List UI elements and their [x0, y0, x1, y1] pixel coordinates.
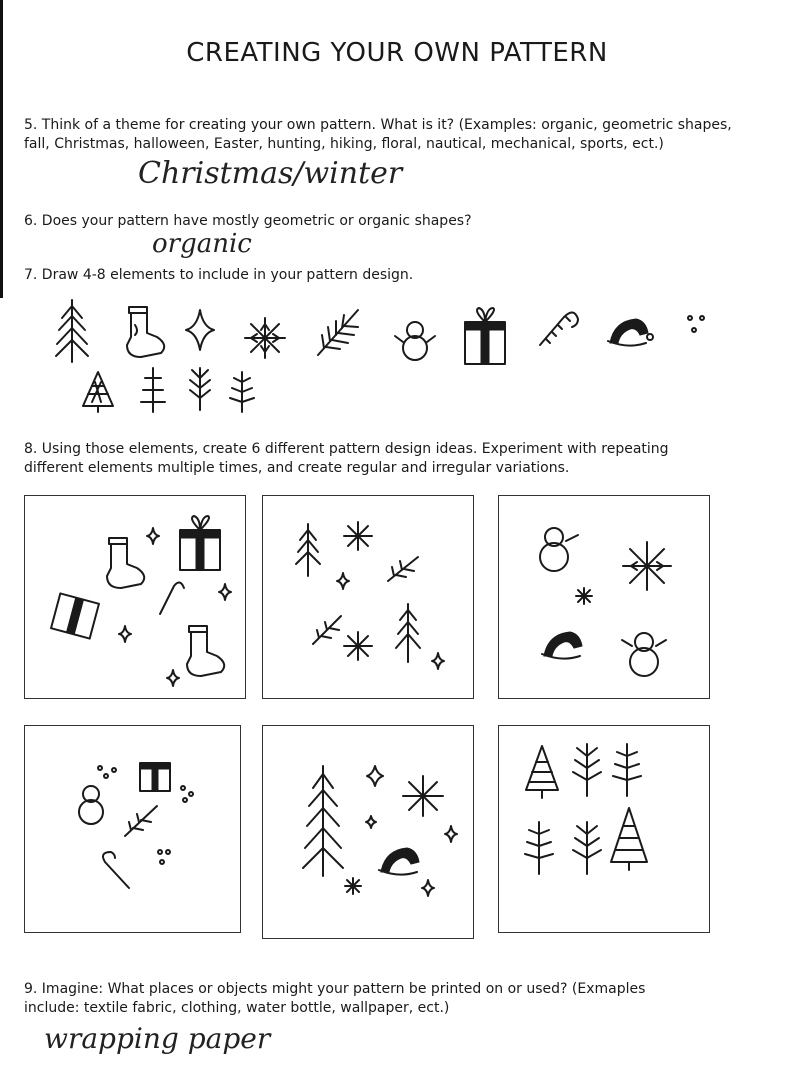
pine-tree-icon [56, 300, 88, 362]
sparkle-icon [337, 573, 349, 589]
gift-icon [180, 516, 220, 570]
sparkle-icon [147, 528, 159, 544]
snow-dots-icon [158, 850, 170, 864]
question-7: 7. Draw 4-8 elements to include in your pattern design. [24, 267, 414, 283]
stick-tree-icon [573, 822, 601, 874]
snowflake-icon [345, 878, 361, 894]
pine-branch-icon [318, 310, 358, 355]
pattern-box-4 [24, 725, 241, 933]
question-6: 6. Does your pattern have mostly geometric or organic shapes? [24, 213, 472, 229]
pine-branch-icon [125, 806, 157, 836]
sparkle-icon [432, 653, 444, 669]
question-8-line-1: 8. Using those elements, create 6 different pattern design ideas. Experiment with repeating [24, 441, 669, 457]
stocking-icon [107, 538, 144, 588]
pattern-box-1 [24, 495, 246, 699]
pattern-box-5 [262, 725, 474, 939]
pine-tree-icon [396, 604, 420, 662]
stick-tree-icon [573, 744, 601, 796]
pattern-box-3 [498, 495, 710, 699]
candy-cane-icon [540, 312, 578, 345]
question-8-line-2: different elements multiple times, and create regular and irregular variations. [24, 460, 570, 476]
pine-tree-icon [296, 524, 320, 576]
stick-tree-icon [613, 744, 641, 796]
triangle-tree-icon [83, 372, 113, 412]
page-title: CREATING YOUR OWN PATTERN [186, 38, 608, 68]
snow-dots-icon [98, 766, 116, 778]
stick-tree-icon [230, 372, 254, 412]
snowflake-icon [344, 522, 372, 550]
stick-tree-icon [525, 822, 553, 874]
pattern-box-6 [498, 725, 710, 933]
question-5-line-1: 5. Think of a theme for creating your own pattern. What is it? (Examples: organic, geometric shapes, [24, 117, 732, 133]
question-5-line-2: fall, Christmas, halloween, Easter, hunting, hiking, floral, nautical, mechanical, sports, ect.) [24, 136, 664, 152]
triangle-tree-icon [526, 746, 558, 798]
snowflake-icon [403, 776, 443, 816]
candy-cane-icon [103, 852, 129, 888]
snowflake-icon [245, 318, 285, 358]
pattern-box-2 [262, 495, 474, 699]
stick-tree-icon [190, 368, 210, 410]
snowflake-icon [576, 588, 592, 604]
pine-branch-icon [313, 616, 341, 644]
snow-dots-icon [688, 316, 704, 332]
question-9-answer: wrapping paper [44, 1022, 271, 1055]
snowflake-icon [344, 632, 372, 660]
question-5-answer: Christmas/winter [138, 156, 403, 191]
snowman-icon [395, 322, 435, 360]
sparkle-icon [219, 584, 231, 600]
snowman-icon [622, 633, 666, 676]
snowman-icon [79, 786, 103, 824]
santa-hat-icon [542, 632, 582, 659]
gift-icon [140, 763, 170, 791]
sparkle-icon [119, 626, 131, 642]
sparkle-icon [366, 816, 376, 828]
sparkle-icon [422, 880, 434, 896]
stocking-icon [187, 626, 224, 676]
triangle-tree-icon [611, 808, 647, 870]
candy-cane-icon [160, 582, 184, 614]
gift-icon [465, 308, 505, 364]
santa-hat-icon [379, 848, 419, 875]
sparkle-icon [167, 670, 179, 686]
santa-hat-icon [608, 319, 653, 346]
question-9-line-2: include: textile fabric, clothing, water bottle, wallpaper, ect.) [24, 1000, 450, 1016]
question-9-line-1: 9. Imagine: What places or objects might your pattern be printed on or used? (Exmaples [24, 981, 646, 997]
snow-dots-icon [181, 786, 193, 802]
snowflake-icon [623, 542, 671, 590]
pine-tree-icon [303, 766, 343, 876]
sparkle-icon [186, 310, 214, 350]
snowman-icon [540, 528, 578, 571]
sparkle-icon [367, 766, 383, 786]
question-6-answer: organic [152, 229, 252, 259]
stocking-icon [127, 307, 164, 357]
sparkle-icon [445, 826, 457, 842]
stick-tree-icon [141, 368, 165, 412]
pine-branch-icon [388, 557, 418, 581]
gift-icon [51, 593, 99, 638]
